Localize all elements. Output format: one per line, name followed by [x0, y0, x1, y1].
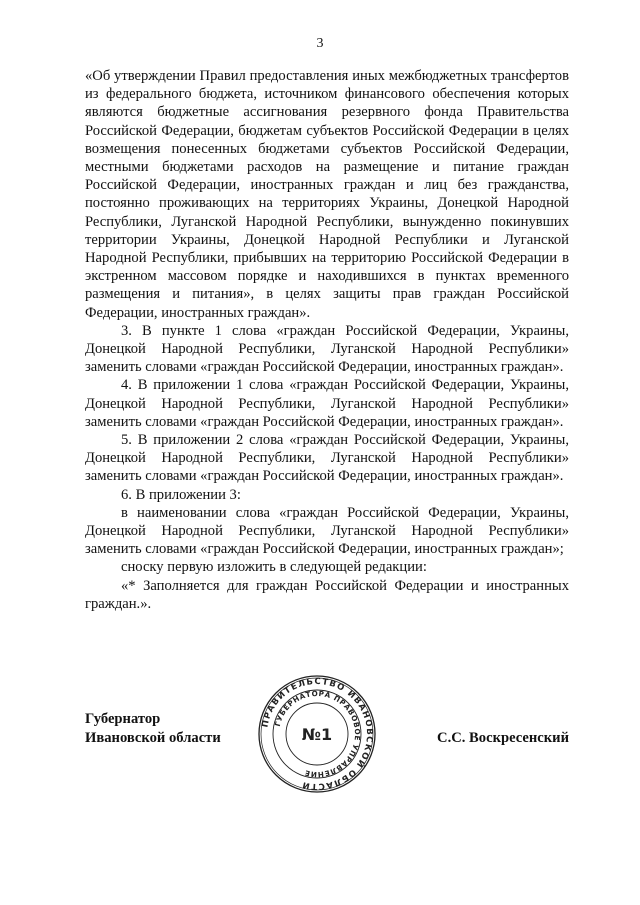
paragraph-item-5: 5. В приложении 2 слова «граждан Российской Федерации, Украины, Донецкой Народной Республики, Луганской Народной Республики» заменить словами «граждан Российской Федерации, иностранных граждан».: [85, 432, 569, 485]
signatory-title-line2: Ивановской области: [85, 730, 221, 746]
paragraph-item-3: 3. В пункте 1 слова «граждан Российской Федерации, Украины, Донецкой Народной Республики, Луганской Народной Республики» заменить словами «граждан Российской Федерации, иностранных граждан».: [85, 322, 569, 376]
paragraph-item-6-footnote: сноску первую изложить в следующей редакции:: [121, 559, 427, 576]
signatory-title-line1: Губернатор: [85, 711, 161, 727]
page-number: 3: [316, 36, 324, 51]
stamp-number: №1: [301, 725, 333, 744]
paragraph-item-4: 4. В приложении 1 слова «граждан Российской Федерации, Украины, Донецкой Народной Республики, Луганской Народной Республики» заменить словами «граждан Российской Федерации, иностранных граждан».: [85, 377, 569, 430]
signature-block: [85, 676, 569, 830]
paragraph-item-6-name: в наименовании слова «граждан Российской Федерации, Украины, Донецкой Народной Республики, Луганской Народной Республики» заменить словами «граждан Российской Федерации, иностранных граждан»;: [85, 504, 569, 558]
paragraph-item-6-footnote-text: «* Заполняется для граждан Российской Федерации и иностранных граждан.».: [85, 577, 569, 612]
stamp-seal-icon: [257, 674, 377, 794]
stamp-inner-text: ГУБЕРНАТОРА ПРАВОВОЕ УПРАВЛЕНИЕ: [272, 688, 363, 780]
paragraph-quoted-title: «Об утверждении Правил предоставления иных межбюджетных трансфертов из федерального бюджета, источником финансового обеспечения которых являются бюджетные ассигнования резервного фонда Правительства Российской Федерации, бюджетам субъектов Российской Федерации в целях возмещения понесенных бюджетами субъектов Российской Федерации, местными бюджетами расходов на размещение и питание граждан Российской Федерации, иностранных граждан и лиц без гражданства, постоянно проживающих на территориях Украины, Донецкой Народной Республики, Луганской Народной Республики, вынужденно покинувших территории Украины, Донецкой Народной Республики и Луганской Народной Республики, прибывших на территорию Российской Федерации в экстренном массовом порядке и находившихся в пунктах временного размещения и питания», в целях защиты прав граждан Российской Федерации, иностранных граждан».: [85, 68, 569, 321]
signatory-name: С.С. Воскресенский: [437, 730, 569, 746]
document-body: [85, 67, 569, 613]
official-stamp: [257, 674, 377, 794]
paragraph-item-6: 6. В приложении 3:: [121, 486, 241, 503]
stamp-outer-text: ПРАВИТЕЛЬСТВО ИВАНОВСКОЙ ОБЛАСТИ: [260, 676, 375, 792]
signatory-title: [85, 710, 221, 748]
